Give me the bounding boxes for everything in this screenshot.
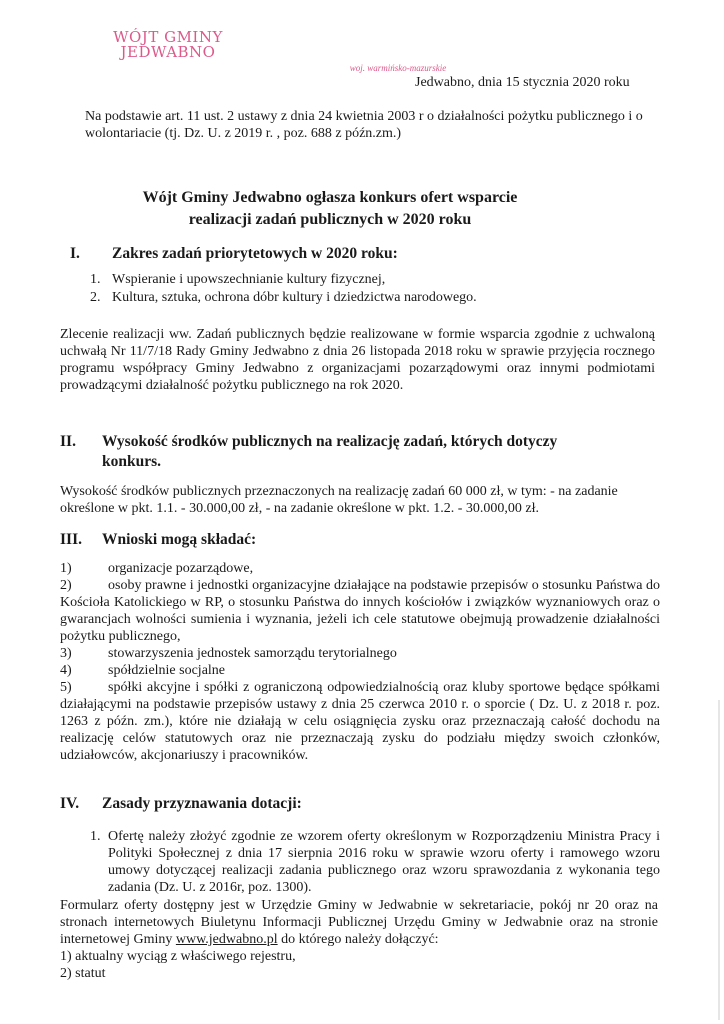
list-item: 2) osoby prawne i jednostki organizacyjne działające na podstawie przepisów o stosunku Państwa do Kościoła Katolickiego w RP, o stosunku Państwa do innych kościołów i związków wyznaniowych oraz o gwarancjach wolności sumienia i wyznania, jeżeli ich cele statutowe obejmują prowadzenie działalności pożytku publicznego, <box>60 578 660 644</box>
section-2-heading: II. Wysokość środków publicznych na realizację zadań, których dotyczy konkurs. <box>60 433 558 470</box>
attachment-item: 1) aktualny wyciąg z właściwego rejestru, <box>60 949 296 964</box>
title-line-2: realizacji zadań publicznych w 2020 roku <box>188 211 472 228</box>
jedwabno-website-link[interactable]: www.jedwabno.pl <box>175 932 278 947</box>
section-title: Wnioski mogą składać: <box>102 531 257 548</box>
section-1-heading <box>70 244 398 264</box>
list-item: 5) spółki akcyjne i spółki z ograniczoną odpowiedzialnością oraz kluby sportowe będące spółkami działającymi na podstawie przepisów ustawy z dnia 25 czerwca 2010 r. o sporcie ( Dz. U. z 2018 r. poz. 1263 z późn. zm.), które nie działają w celu osiągnięcia zysku oraz przeznaczają całość dochodu na realizację celów statutowych oraz nie przeznaczają zysku do podziału między swoich członków, udziałowców, akcjonariuszy i pracowników. <box>60 680 660 763</box>
section-title: Zakres zadań priorytetowych w 2020 roku: <box>112 245 398 262</box>
section-number: I. <box>70 245 80 262</box>
section-1-paragraph: Zlecenie realizacji ww. Zadań publicznych będzie realizowane w formie wsparcia zgodnie z uchwaloną uchwałą Nr 11/7/18 Rady Gminy Jedwabno z dnia 26 listopada 2018 roku w sprawie przyjęcia rocznego programu współpracy Gminy Jedwabno z organizacjami pozarządowymi oraz innymi podmiotami prowadzącymi działalność pożytku publicznego na rok 2020. <box>60 327 655 393</box>
offer-form-paragraph: Formularz oferty dostępny jest w Urzędzie Gminy w Jedwabnie w sekretariacie, pokój nr 20 oraz na stronach internetowych Biuletynu Informacji Publicznej Urzędu Gminy w Jedwabnie oraz na stronie internetowej Gminy www.jedwabno.pl do którego należy dołączyć: 1) aktualny wyciąg z właściwego rejestru, 2) statut <box>60 898 658 981</box>
logo-line-1: WÓJT GMINY <box>113 28 223 46</box>
logo-line-2: JEDWABNO <box>120 43 216 61</box>
list-item: 1. Wspieranie i upowszechnianie kultury fizycznej, <box>90 272 386 287</box>
title-line-1: Wójt Gminy Jedwabno ogłasza konkurs ofert wsparcie <box>142 189 518 206</box>
list-item: 1) organizacje pozarządowe, <box>60 561 254 576</box>
section-4-heading <box>60 794 302 814</box>
section-title: Zasady przyznawania dotacji: <box>102 795 302 812</box>
scan-edge <box>718 700 720 1020</box>
section-title: Wysokość środków publicznych na realizację zadań, których dotyczy <box>102 433 558 450</box>
list-item: 3) stowarzyszenia jednostek samorządu terytorialnego <box>60 646 397 661</box>
list-item: 2. Kultura, sztuka, ochrona dóbr kultury i dziedzictwa narodowego. <box>90 290 477 305</box>
document-date: Jedwabno, dnia 15 stycznia 2020 roku <box>415 75 630 90</box>
letterhead-logo <box>98 28 447 74</box>
priority-task-list <box>90 271 477 307</box>
funding-paragraph: Wysokość środków publicznych przeznaczonych na realizację zadań 60 000 zł, w tym: - na zadanie określone w pkt. 1.1. - 30.000,00 zł, - na zadanie określone w pkt. 1.2. - 30.000,00 zł. <box>60 484 618 516</box>
section-number: IV. <box>60 795 80 812</box>
section-number: III. <box>60 531 82 548</box>
attachment-item: 2) statut <box>60 966 106 981</box>
legal-basis-paragraph: Na podstawie art. 11 ust. 2 ustawy z dnia 24 kwietnia 2003 r o działalności pożytku publicznego i o wolontariacie (tj. Dz. U. z 2019 r. , poz. 688 z późn.zm.) <box>85 109 643 141</box>
logo-region: woj. warmińsko-mazurskie <box>349 63 447 73</box>
document-title <box>100 187 560 231</box>
eligible-applicants-list <box>60 560 660 764</box>
list-item: 4) spółdzielnie socjalne <box>60 663 226 678</box>
section-number: II. <box>60 433 76 450</box>
grant-rule-item-1: 1. Ofertę należy złożyć zgodnie ze wzorem oferty określonym w Rozporządzeniu Ministra Pracy i Polityki Społecznej z dnia 17 sierpnia 2016 roku w sprawie wzoru oferty i ramowego wzoru umowy dotyczącej realizacji zadania publicznego oraz wzoru sprawozdania z wykonania tego zadania (Dz. U. z 2016r, poz. 1300). <box>90 829 660 895</box>
section-3-heading <box>60 530 256 550</box>
